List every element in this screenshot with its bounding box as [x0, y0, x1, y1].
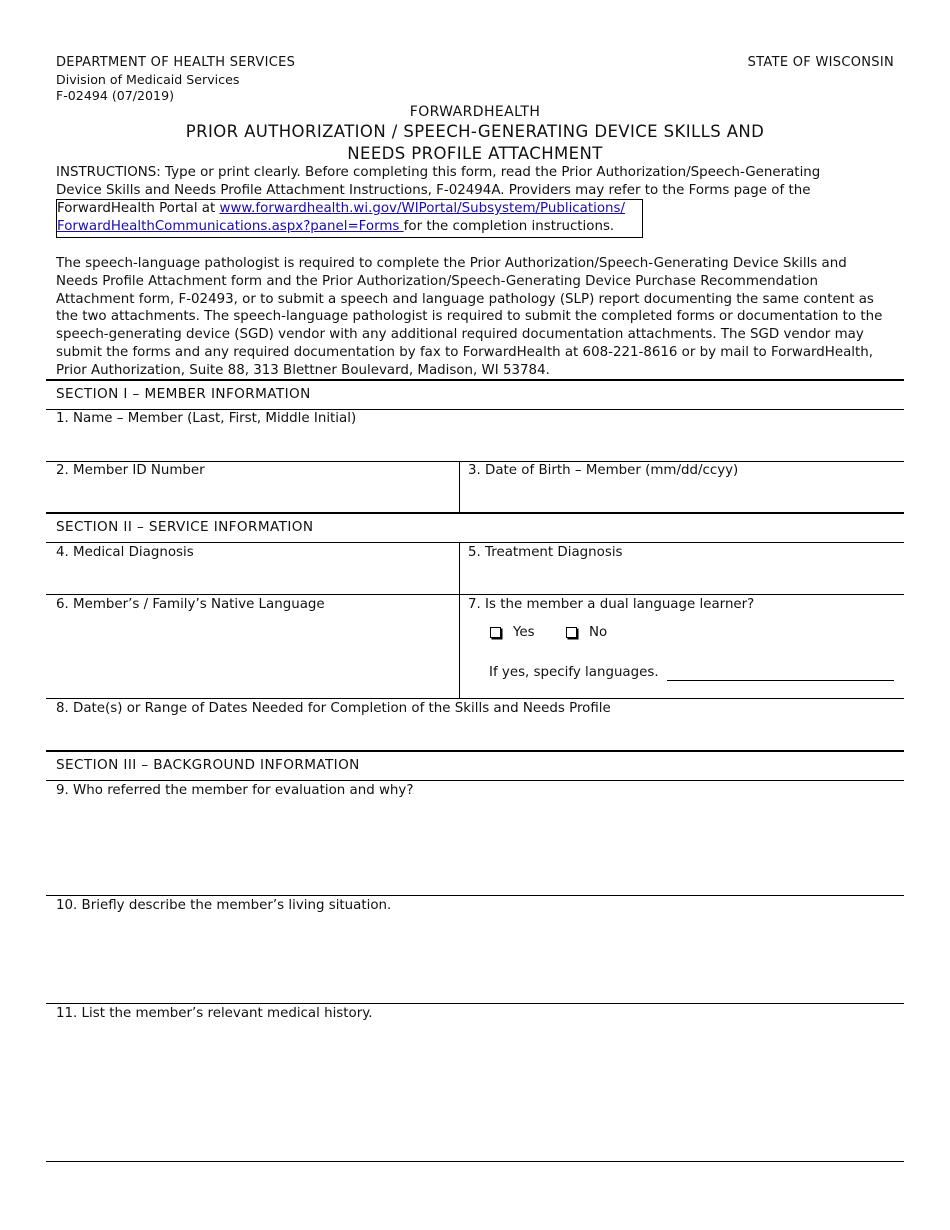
row-rule: [46, 698, 904, 699]
treatment-diagnosis-field[interactable]: [468, 566, 900, 594]
form-title-line1: PRIOR AUTHORIZATION / SPEECH-GENERATING DEVICE SKILLS AND: [185, 122, 765, 141]
specify-languages-label: If yes, specify languages.: [489, 665, 659, 680]
medical-diagnosis-field[interactable]: [56, 566, 455, 594]
instructions-line3-prefix: ForwardHealth Portal at: [57, 201, 220, 216]
section3-header-rule: [46, 780, 904, 781]
medical-history-label: 11. List the member’s relevant medical history.: [56, 1006, 373, 1021]
bottom-rule: [46, 1161, 904, 1162]
forms-page-link-continued[interactable]: ForwardHealthCommunications.aspx?panel=Forms: [57, 219, 404, 234]
section3-top-rule: [46, 750, 904, 752]
forms-page-link[interactable]: www.forwardhealth.wi.gov/WIPortal/Subsystem/Publications/: [219, 201, 626, 216]
date-of-birth-label: 3. Date of Birth – Member (mm/dd/ccyy): [468, 463, 739, 478]
section2-top-rule: [46, 512, 904, 514]
section2-title: SECTION II – SERVICE INFORMATION: [56, 519, 314, 535]
paragraph-line: The speech-language pathologist is required to complete the Prior Authorization/Speech-Generating Device Skills and: [56, 256, 847, 271]
no-label: No: [589, 625, 608, 640]
body-paragraph: [56, 255, 906, 380]
treatment-diagnosis-label: 5. Treatment Diagnosis: [468, 545, 623, 560]
referral-answer-field[interactable]: [56, 804, 900, 894]
date-of-birth-field[interactable]: [468, 484, 900, 512]
date-range-label: 8. Date(s) or Range of Dates Needed for Completion of the Skills and Needs Profile: [56, 701, 611, 716]
member-id-field[interactable]: [56, 484, 455, 512]
division-name: Division of Medicaid Services: [56, 72, 240, 87]
paragraph-line: Attachment form, F-02493, or to submit a speech and language pathology (SLP) report documenting the same content as: [56, 291, 874, 307]
paragraph-line: submit the forms and any required documentation by fax to ForwardHealth at 608-221-8616 or by mail to ForwardHealth,: [56, 344, 874, 360]
paragraph-line: the two attachments. The speech-language pathologist is required to submit the completed forms or documentation to the: [56, 309, 883, 325]
specify-languages-field[interactable]: [667, 662, 898, 682]
section1-title: SECTION I – MEMBER INFORMATION: [56, 386, 311, 402]
instructions-line3: [57, 201, 625, 216]
no-option[interactable]: [566, 625, 607, 640]
section1-top-rule: [46, 379, 904, 381]
yes-checkbox[interactable]: [490, 627, 501, 638]
form-number: F-02494 (07/2019): [56, 88, 174, 103]
member-name-field[interactable]: [56, 432, 900, 460]
medical-history-field[interactable]: [56, 1027, 900, 1159]
program-name: FORWARDHEALTH: [409, 104, 541, 120]
section1-header-rule: [46, 409, 904, 410]
instructions-line4: [57, 219, 614, 234]
row-rule: [46, 895, 904, 896]
department-name: DEPARTMENT OF HEALTH SERVICES: [56, 55, 296, 70]
section3-title: SECTION III – BACKGROUND INFORMATION: [56, 757, 360, 773]
paragraph-line: Needs Profile Attachment form and the Prior Authorization/Speech-Generating Device Purchase Recommendation: [56, 273, 818, 289]
living-situation-field[interactable]: [56, 919, 900, 1003]
section2-header-rule: [46, 542, 904, 543]
medical-diagnosis-label: 4. Medical Diagnosis: [56, 545, 194, 560]
yes-label: Yes: [513, 625, 535, 640]
paragraph-line: Prior Authorization, Suite 88, 313 Blettner Boulevard, Madison, WI 53784.: [56, 362, 550, 378]
column-divider: [459, 461, 460, 512]
instructions-line2: Device Skills and Needs Profile Attachment Instructions, F-02494A. Providers may refer to the Forms page of the: [56, 183, 811, 198]
dual-language-question: 7. Is the member a dual language learner?: [468, 597, 755, 612]
state-name: STATE OF WISCONSIN: [747, 55, 894, 70]
row-rule: [46, 461, 904, 462]
row-rule: [46, 1003, 904, 1004]
member-name-label: 1. Name – Member (Last, First, Middle Initial): [56, 411, 357, 426]
form-title-line2: NEEDS PROFILE ATTACHMENT: [347, 144, 603, 163]
instructions-line4-suffix: for the completion instructions.: [403, 219, 615, 234]
date-range-field[interactable]: [56, 722, 900, 750]
row-rule: [46, 594, 904, 595]
member-id-label: 2. Member ID Number: [56, 463, 205, 478]
instructions-line1: INSTRUCTIONS: Type or print clearly. Before completing this form, read the Prior Authorization/Speech-Generating: [56, 165, 821, 180]
referral-question-label: 9. Who referred the member for evaluation and why?: [56, 783, 414, 798]
living-situation-label: 10. Briefly describe the member’s living situation.: [56, 898, 392, 913]
native-language-field[interactable]: [56, 618, 455, 646]
column-divider: [459, 542, 460, 698]
yes-option[interactable]: [490, 625, 535, 640]
no-checkbox[interactable]: [566, 627, 577, 638]
native-language-label: 6. Member’s / Family’s Native Language: [56, 597, 325, 612]
paragraph-line: speech-generating device (SGD) vendor with any additional required documentation attachments. The SGD vendor may: [56, 327, 864, 343]
